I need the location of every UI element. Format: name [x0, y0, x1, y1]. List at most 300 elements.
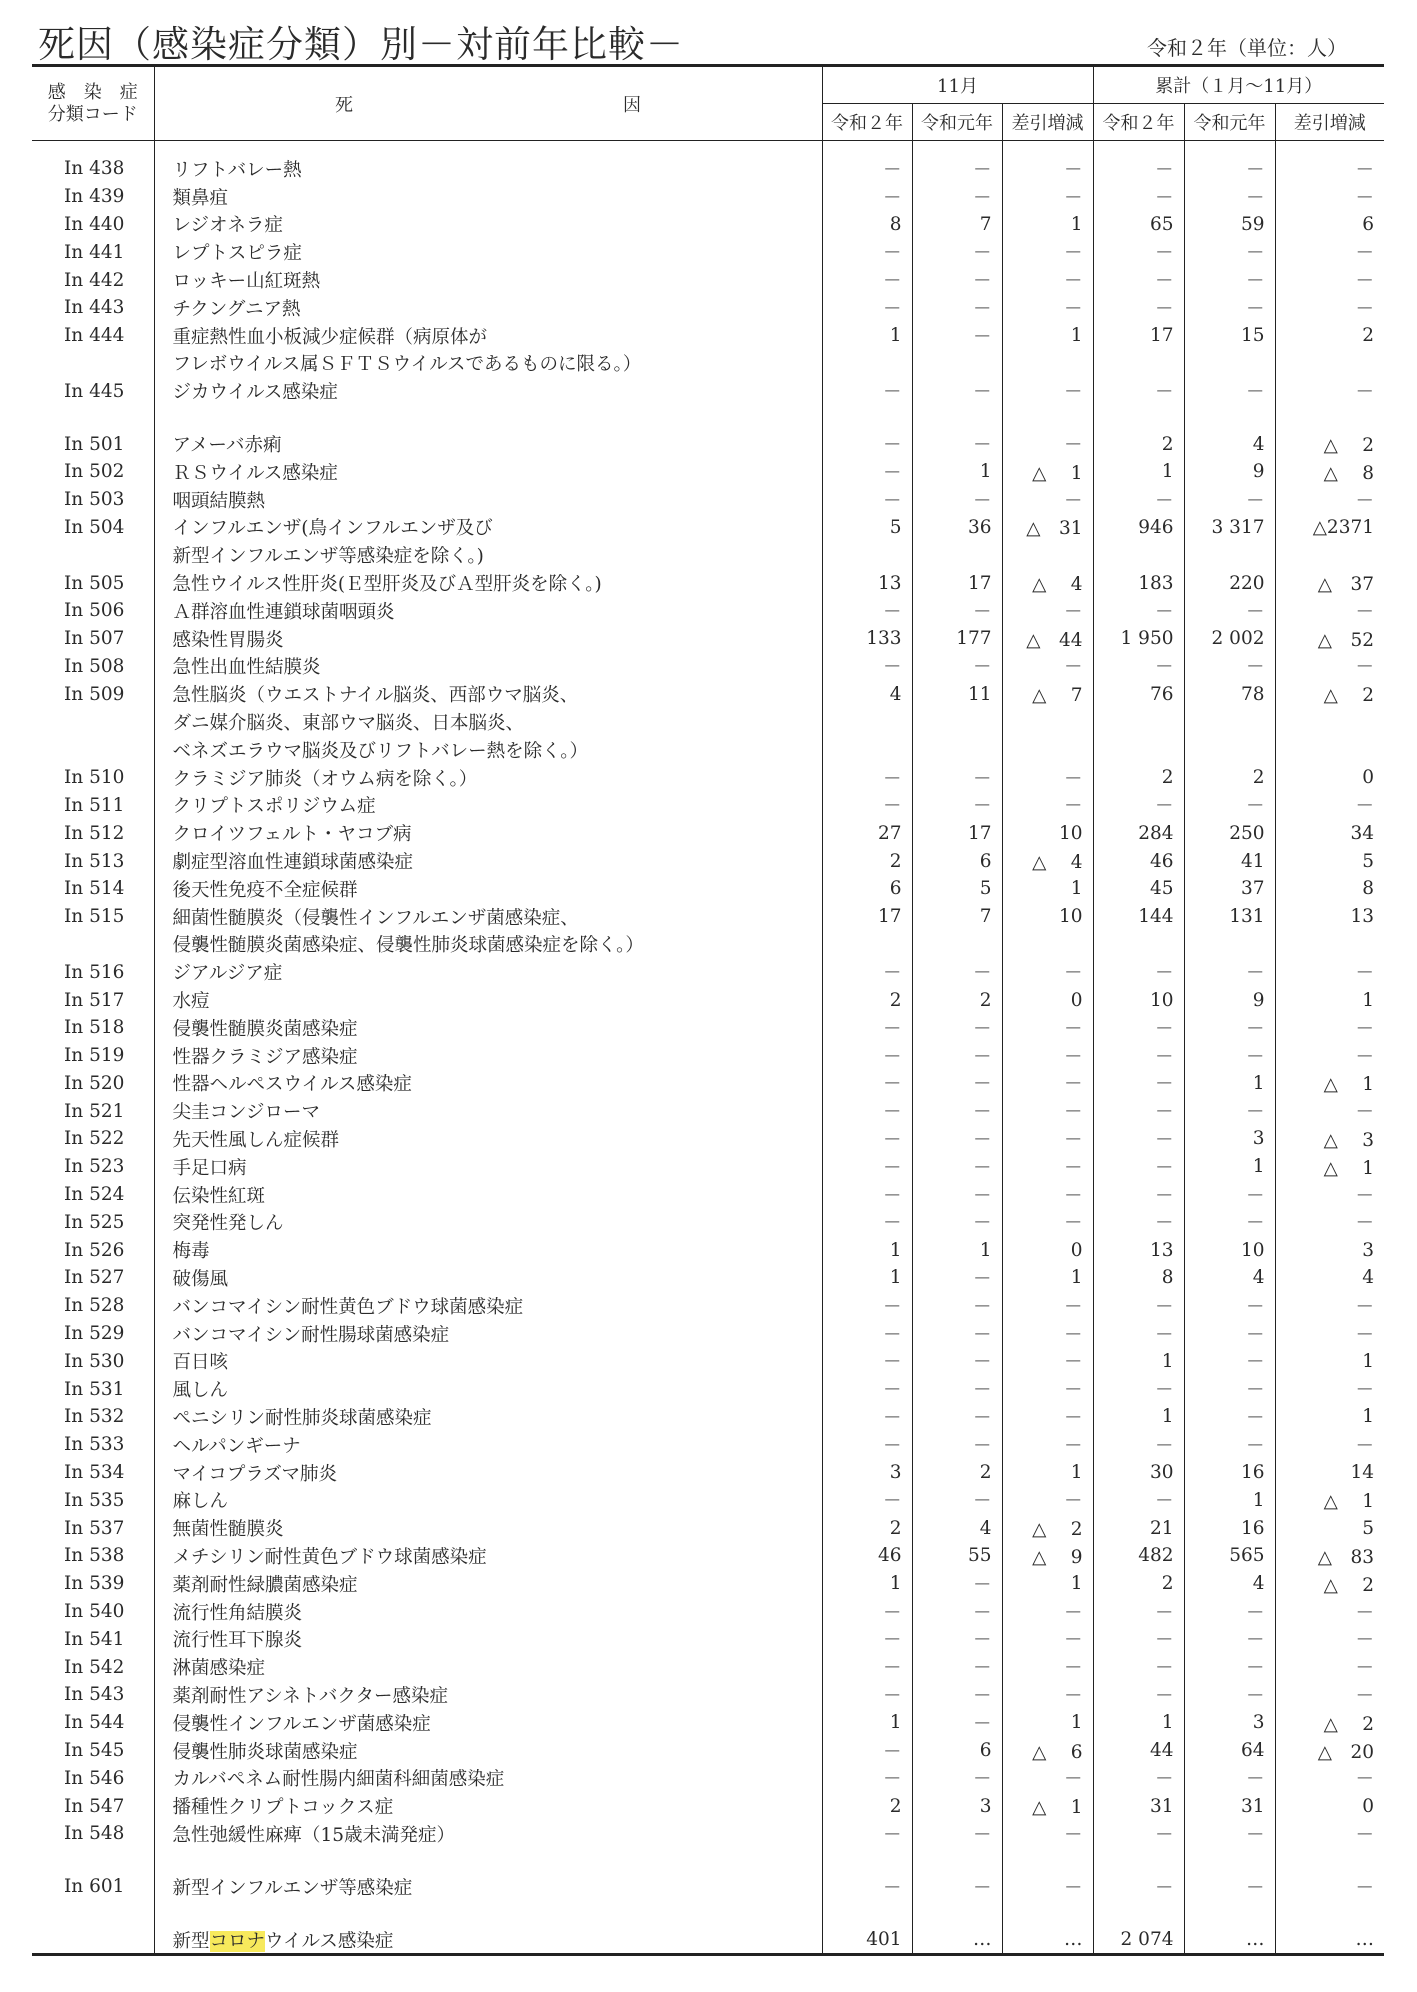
cell-cum-r1: 9	[1184, 986, 1275, 1014]
cell-month-diff: △ 4	[1002, 569, 1093, 597]
cell-month-r1: －	[912, 1042, 1002, 1070]
cell-month-r1: －	[912, 1375, 1002, 1403]
row-cause: 新型インフルエンザ等感染症	[154, 1873, 822, 1901]
row-cause: ダニ媒介脳炎、東部ウマ脳炎、日本脳炎、	[154, 708, 822, 736]
cell-cum-r2: －	[1093, 377, 1184, 405]
cell-cum-r1: －	[1184, 1820, 1275, 1848]
row-code: In 442	[64, 269, 125, 291]
cell-cum-diff: 14	[1275, 1459, 1384, 1487]
spacer-row	[32, 141, 1384, 156]
cell-cum-diff: 8	[1275, 875, 1384, 903]
cell-cum-r1: －	[1184, 597, 1275, 625]
row-code: In 512	[64, 822, 125, 844]
row-cause: ＲＳウイルス感染症	[154, 458, 822, 486]
cell-month-r2: 1	[822, 1236, 912, 1264]
cell-cum-r2: －	[1093, 1486, 1184, 1514]
row-code: In 529	[64, 1323, 125, 1345]
cell-month-r1: －	[912, 1320, 1002, 1348]
table-row	[32, 708, 1384, 736]
row-code: In 509	[64, 683, 125, 705]
cell-month-r1: －	[912, 1486, 1002, 1514]
cell-month-r1: －	[912, 792, 1002, 820]
table-row	[32, 155, 1384, 183]
row-code: In 540	[64, 1601, 125, 1623]
table-row	[32, 1709, 1384, 1737]
col-month-r2: 令和２年	[822, 104, 912, 141]
cell-month-r1: －	[912, 1070, 1002, 1098]
row-code: In 538	[64, 1545, 125, 1567]
table-row	[32, 1125, 1384, 1153]
cause-prefix: 新型	[172, 1930, 210, 1952]
cell-cum-r1: 10	[1184, 1236, 1275, 1264]
row-code: In 505	[64, 572, 125, 594]
cell-month-r2: －	[822, 1125, 912, 1153]
cell-month-diff: －	[1002, 653, 1093, 681]
cell-cum-diff: －	[1275, 1208, 1384, 1236]
cell-cum-diff: －	[1275, 238, 1384, 266]
cell-month-r2: 8	[822, 211, 912, 239]
cell-cum-diff: －	[1275, 1653, 1384, 1681]
cell-month-diff: 1	[1002, 1570, 1093, 1598]
row-cause: 急性弛緩性麻痺（15歳未満発症）	[154, 1820, 822, 1848]
cell-month-r2: 27	[822, 819, 912, 847]
cell-month-r1: －	[912, 1014, 1002, 1042]
row-cause: クリプトスポリジウム症	[154, 792, 822, 820]
cell-cum-r1: －	[1184, 486, 1275, 514]
row-cause: アメーバ赤痢	[154, 430, 822, 458]
cell-month-r1	[912, 541, 1002, 569]
row-cause: 侵襲性髄膜炎菌感染症、侵襲性肺炎球菌感染症を除く。）	[154, 931, 822, 959]
cell-month-r1: －	[912, 155, 1002, 183]
cell-month-diff: －	[1002, 183, 1093, 211]
table-row	[32, 792, 1384, 820]
table-row	[32, 680, 1384, 708]
row-code: In 440	[64, 213, 125, 235]
row-code: In 544	[64, 1712, 125, 1734]
table-row	[32, 1598, 1384, 1626]
cell-cum-r1: －	[1184, 1097, 1275, 1125]
cell-cum-r1: 3	[1184, 1709, 1275, 1737]
cell-month-r1: －	[912, 1347, 1002, 1375]
cell-month-diff: －	[1002, 1042, 1093, 1070]
cell-cum-r2: 8	[1093, 1264, 1184, 1292]
cell-month-r2: 2	[822, 847, 912, 875]
cell-month-r1: 2	[912, 986, 1002, 1014]
cell-cum-r2: －	[1093, 1820, 1184, 1848]
cell-month-r1: －	[912, 653, 1002, 681]
cell-month-r2: －	[822, 1764, 912, 1792]
cell-month-diff: －	[1002, 1431, 1093, 1459]
cell-month-r1: －	[912, 377, 1002, 405]
row-code: In 541	[64, 1628, 125, 1650]
row-code: In 534	[64, 1462, 125, 1484]
table-row	[32, 1236, 1384, 1264]
cell-month-diff: －	[1002, 1153, 1093, 1181]
cell-month-r1: －	[912, 486, 1002, 514]
table-row	[32, 458, 1384, 486]
cell-cum-diff: －	[1275, 1598, 1384, 1626]
cell-month-r1: －	[912, 1208, 1002, 1236]
col-month-diff: 差引増減	[1002, 104, 1093, 141]
cell-cum-r2: －	[1093, 1153, 1184, 1181]
cell-month-r2	[822, 541, 912, 569]
cell-cum-diff: －	[1275, 294, 1384, 322]
cell-month-r2	[822, 350, 912, 378]
cell-cum-r1: 1	[1184, 1486, 1275, 1514]
cell-month-diff	[1002, 931, 1093, 959]
cell-cum-diff: 1	[1275, 1347, 1384, 1375]
cell-cum-r1: －	[1184, 266, 1275, 294]
table-row	[32, 1181, 1384, 1209]
table-row	[32, 1070, 1384, 1098]
cell-month-r2: －	[822, 1097, 912, 1125]
cell-month-r2: 401	[822, 1926, 912, 1955]
row-code: In 443	[64, 297, 125, 319]
cell-cum-diff: 34	[1275, 819, 1384, 847]
cell-cum-diff: －	[1275, 1375, 1384, 1403]
cell-month-r2: 6	[822, 875, 912, 903]
cell-cum-r2: －	[1093, 597, 1184, 625]
cell-cum-diff: 3	[1275, 1236, 1384, 1264]
row-cause: 侵襲性インフルエンザ菌感染症	[154, 1709, 822, 1737]
cell-month-diff: △ 7	[1002, 680, 1093, 708]
cell-month-r2: －	[822, 266, 912, 294]
cell-cum-diff: －	[1275, 486, 1384, 514]
row-code: In 524	[64, 1184, 125, 1206]
cell-month-r2: 46	[822, 1542, 912, 1570]
table-row	[32, 1681, 1384, 1709]
cell-cum-r1: －	[1184, 1598, 1275, 1626]
row-code: In 516	[64, 961, 125, 983]
cell-cum-diff: △ 2	[1275, 680, 1384, 708]
cell-cum-r1: －	[1184, 1375, 1275, 1403]
cell-month-r1: －	[912, 1598, 1002, 1626]
row-code: In 523	[64, 1156, 125, 1178]
row-code: In 545	[64, 1740, 125, 1762]
row-code: In 546	[64, 1767, 125, 1789]
cell-cum-r2: －	[1093, 1125, 1184, 1153]
cell-cum-r2: －	[1093, 1598, 1184, 1626]
cell-month-diff: 10	[1002, 903, 1093, 931]
cell-cum-r2: 2	[1093, 430, 1184, 458]
table-row	[32, 266, 1384, 294]
highlighted-text: コロナ	[209, 1930, 266, 1952]
cell-cum-diff: －	[1275, 1873, 1384, 1901]
cell-cum-r1: 565	[1184, 1542, 1275, 1570]
cell-cum-diff: …	[1275, 1926, 1384, 1955]
row-code	[32, 541, 154, 569]
cell-cum-r1: 1	[1184, 1070, 1275, 1098]
cell-cum-r1: －	[1184, 1873, 1275, 1901]
cell-cum-diff: △ 1	[1275, 1070, 1384, 1098]
cell-cum-r2: 31	[1093, 1792, 1184, 1820]
cell-month-r1: 1	[912, 1236, 1002, 1264]
cell-cum-diff: －	[1275, 183, 1384, 211]
row-code: In 515	[64, 906, 125, 928]
cell-cum-r2: －	[1093, 1292, 1184, 1320]
cell-cum-r2: －	[1093, 294, 1184, 322]
spacer-row	[32, 1848, 1384, 1873]
cell-cum-diff: －	[1275, 1014, 1384, 1042]
row-code: In 520	[64, 1072, 125, 1094]
row-code: In 504	[64, 516, 125, 538]
cell-month-r2: 5	[822, 514, 912, 542]
cell-month-r1: －	[912, 1403, 1002, 1431]
row-code: In 522	[64, 1128, 125, 1150]
row-cause: チクングニア熱	[154, 294, 822, 322]
cell-month-diff: －	[1002, 764, 1093, 792]
cell-month-r2: －	[822, 294, 912, 322]
cell-cum-r2: 45	[1093, 875, 1184, 903]
cell-cum-diff: △ 8	[1275, 458, 1384, 486]
row-cause: 性器クラミジア感染症	[154, 1042, 822, 1070]
cell-cum-r1: －	[1184, 1403, 1275, 1431]
table-row	[32, 1653, 1384, 1681]
cell-month-diff: －	[1002, 1347, 1093, 1375]
cell-cum-r2: 17	[1093, 322, 1184, 350]
cell-month-r1: 11	[912, 680, 1002, 708]
cell-cum-r2: －	[1093, 183, 1184, 211]
cell-month-r2: －	[822, 1486, 912, 1514]
cell-cum-r2: －	[1093, 1042, 1184, 1070]
cell-month-r1	[912, 350, 1002, 378]
cell-cum-r2: －	[1093, 1320, 1184, 1348]
cell-cum-r2: 65	[1093, 211, 1184, 239]
cell-month-diff: －	[1002, 1181, 1093, 1209]
cell-cum-r1: …	[1184, 1926, 1275, 1955]
table-row	[32, 736, 1384, 764]
cell-cum-r1: －	[1184, 1653, 1275, 1681]
table-row	[32, 1737, 1384, 1765]
cell-month-r1: －	[912, 1709, 1002, 1737]
cell-cum-r1: －	[1184, 1431, 1275, 1459]
row-code	[32, 708, 154, 736]
cell-month-r1: －	[912, 1570, 1002, 1598]
row-cause: バンコマイシン耐性黄色ブドウ球菌感染症	[154, 1292, 822, 1320]
row-cause: 流行性耳下腺炎	[154, 1625, 822, 1653]
cell-month-r1: 17	[912, 569, 1002, 597]
cell-month-diff	[1002, 708, 1093, 736]
row-code	[32, 1926, 154, 1955]
row-code: In 548	[64, 1823, 125, 1845]
cell-month-diff: －	[1002, 1873, 1093, 1901]
cell-month-diff: 0	[1002, 986, 1093, 1014]
cell-month-diff: －	[1002, 1375, 1093, 1403]
table-row	[32, 1042, 1384, 1070]
row-cause: ベネズエラウマ脳炎及びリフトバレー熱を除く。）	[154, 736, 822, 764]
cell-cum-r1: －	[1184, 1320, 1275, 1348]
cell-cum-r2: －	[1093, 155, 1184, 183]
cell-cum-r2: －	[1093, 1625, 1184, 1653]
table-row	[32, 1570, 1384, 1598]
cell-cum-diff: 2	[1275, 322, 1384, 350]
cell-month-r1: 6	[912, 847, 1002, 875]
cell-cum-diff: 6	[1275, 211, 1384, 239]
cell-cum-r2: －	[1093, 238, 1184, 266]
cell-month-diff: －	[1002, 1125, 1093, 1153]
table-row	[32, 1792, 1384, 1820]
row-cause: カルバペネム耐性腸内細菌科細菌感染症	[154, 1764, 822, 1792]
cell-month-r1: 7	[912, 211, 1002, 239]
cell-cum-diff	[1275, 736, 1384, 764]
cell-month-r2: －	[822, 1347, 912, 1375]
cell-month-r1: －	[912, 958, 1002, 986]
cell-month-r2: －	[822, 1403, 912, 1431]
spacer-row	[32, 1901, 1384, 1926]
cell-month-diff: －	[1002, 486, 1093, 514]
cell-cum-r1: －	[1184, 183, 1275, 211]
cell-cum-diff	[1275, 541, 1384, 569]
table-row	[32, 211, 1384, 239]
table-row	[32, 958, 1384, 986]
table-row	[32, 569, 1384, 597]
row-cause: 薬剤耐性アシネトバクター感染症	[154, 1681, 822, 1709]
row-cause: 重症熱性血小板減少症候群（病原体が	[154, 322, 822, 350]
cell-month-diff: 1	[1002, 1264, 1093, 1292]
table-row	[32, 1014, 1384, 1042]
cell-month-r2: 1	[822, 322, 912, 350]
unit-label: 令和２年（単位：人）	[1147, 36, 1347, 60]
cell-month-r2: －	[822, 1681, 912, 1709]
cell-cum-r1	[1184, 736, 1275, 764]
cell-month-diff: －	[1002, 1598, 1093, 1626]
cell-month-diff: △ 2	[1002, 1514, 1093, 1542]
cell-cum-r1: 3 317	[1184, 514, 1275, 542]
row-code: In 441	[64, 241, 125, 263]
cell-cum-diff: －	[1275, 1181, 1384, 1209]
cell-cum-r2: －	[1093, 1181, 1184, 1209]
row-code: In 533	[64, 1434, 125, 1456]
cell-cum-r1: 41	[1184, 847, 1275, 875]
row-code: In 539	[64, 1573, 125, 1595]
code-header-line1: 感 染 症	[47, 81, 138, 103]
cell-cum-r1: －	[1184, 377, 1275, 405]
cell-month-r2: －	[822, 377, 912, 405]
cell-cum-r1: －	[1184, 958, 1275, 986]
cell-cum-diff: △ 83	[1275, 1542, 1384, 1570]
row-cause: 性器ヘルペスウイルス感染症	[154, 1070, 822, 1098]
cell-month-r2: －	[822, 1320, 912, 1348]
cell-cum-diff: △ 1	[1275, 1486, 1384, 1514]
row-cause: Ａ群溶血性連鎖球菌咽頭炎	[154, 597, 822, 625]
cell-cum-diff: △ 2	[1275, 1709, 1384, 1737]
row-cause: 播種性クリプトコックス症	[154, 1792, 822, 1820]
cell-month-r1: －	[912, 1125, 1002, 1153]
row-code: In 526	[64, 1239, 125, 1261]
cell-cum-diff: △ 2	[1275, 430, 1384, 458]
cell-cum-diff: △ 2	[1275, 1570, 1384, 1598]
row-cause: 急性出血性結膜炎	[154, 653, 822, 681]
cell-cum-r2: 10	[1093, 986, 1184, 1014]
cell-cum-diff: 5	[1275, 847, 1384, 875]
cell-month-r1: －	[912, 238, 1002, 266]
cell-month-diff: 1	[1002, 322, 1093, 350]
cell-month-diff: △ 6	[1002, 1737, 1093, 1765]
row-cause: クロイツフェルト・ヤコブ病	[154, 819, 822, 847]
cell-month-diff	[1002, 736, 1093, 764]
cell-cum-diff: －	[1275, 155, 1384, 183]
cell-cum-diff	[1275, 350, 1384, 378]
col-cum-r2: 令和２年	[1093, 104, 1184, 141]
cell-cum-diff	[1275, 708, 1384, 736]
cell-cum-r2: 1	[1093, 458, 1184, 486]
cell-month-diff: －	[1002, 792, 1093, 820]
cell-cum-diff: －	[1275, 1764, 1384, 1792]
cell-month-r1: 2	[912, 1459, 1002, 1487]
cell-cum-r1: 131	[1184, 903, 1275, 931]
cell-cum-r1: －	[1184, 155, 1275, 183]
row-code: In 503	[64, 489, 125, 511]
cell-cum-diff: －	[1275, 792, 1384, 820]
cell-month-diff: 1	[1002, 875, 1093, 903]
cell-cum-r1: 37	[1184, 875, 1275, 903]
cell-cum-r1: 220	[1184, 569, 1275, 597]
cell-cum-r2: －	[1093, 266, 1184, 294]
cell-month-diff	[1002, 350, 1093, 378]
table-row	[32, 1097, 1384, 1125]
cell-month-r2: 1	[822, 1709, 912, 1737]
row-cause: 麻しん	[154, 1486, 822, 1514]
spacer-row	[32, 405, 1384, 430]
cell-month-r2: －	[822, 1598, 912, 1626]
table-row	[32, 238, 1384, 266]
cell-cum-r2: 1 950	[1093, 625, 1184, 653]
cell-cum-diff: －	[1275, 1097, 1384, 1125]
cell-cum-r2: －	[1093, 486, 1184, 514]
cell-month-diff: －	[1002, 1320, 1093, 1348]
cell-month-r2: 2	[822, 1792, 912, 1820]
cell-cum-r1: 15	[1184, 322, 1275, 350]
cell-month-r2: －	[822, 1014, 912, 1042]
cell-cum-r2: 482	[1093, 1542, 1184, 1570]
cell-month-r1	[912, 708, 1002, 736]
cell-month-r1: 6	[912, 1737, 1002, 1765]
cell-cum-r2: －	[1093, 653, 1184, 681]
row-cause: 新型インフルエンザ等感染症を除く。)	[154, 541, 822, 569]
cell-cum-r1: －	[1184, 1208, 1275, 1236]
cell-month-r2: －	[822, 1625, 912, 1653]
table-row	[32, 625, 1384, 653]
cell-cum-diff: △ 3	[1275, 1125, 1384, 1153]
cell-cum-r2: －	[1093, 1014, 1184, 1042]
cell-month-r2: －	[822, 1153, 912, 1181]
table-row	[32, 1625, 1384, 1653]
cell-cum-diff: 1	[1275, 986, 1384, 1014]
table-row	[32, 653, 1384, 681]
cell-month-r1: 177	[912, 625, 1002, 653]
table-row	[32, 1764, 1384, 1792]
cell-cum-r1: －	[1184, 1181, 1275, 1209]
cell-month-r1: 7	[912, 903, 1002, 931]
row-cause: 淋菌感染症	[154, 1653, 822, 1681]
cell-cum-r2: －	[1093, 1070, 1184, 1098]
row-cause: レプトスピラ症	[154, 238, 822, 266]
row-code: In 532	[64, 1406, 125, 1428]
cell-cum-diff: －	[1275, 1681, 1384, 1709]
cell-month-r2	[822, 931, 912, 959]
cell-cum-r2: 2	[1093, 764, 1184, 792]
cell-cum-r1	[1184, 541, 1275, 569]
row-code: In 517	[64, 989, 125, 1011]
cell-cum-r1: 3	[1184, 1125, 1275, 1153]
cell-cum-r2	[1093, 736, 1184, 764]
cell-month-r1: －	[912, 322, 1002, 350]
cell-month-r2: －	[822, 1431, 912, 1459]
cell-month-diff: －	[1002, 1403, 1093, 1431]
row-cause: 突発性発しん	[154, 1208, 822, 1236]
row-cause: ジアルジア症	[154, 958, 822, 986]
cell-cum-r1: 59	[1184, 211, 1275, 239]
